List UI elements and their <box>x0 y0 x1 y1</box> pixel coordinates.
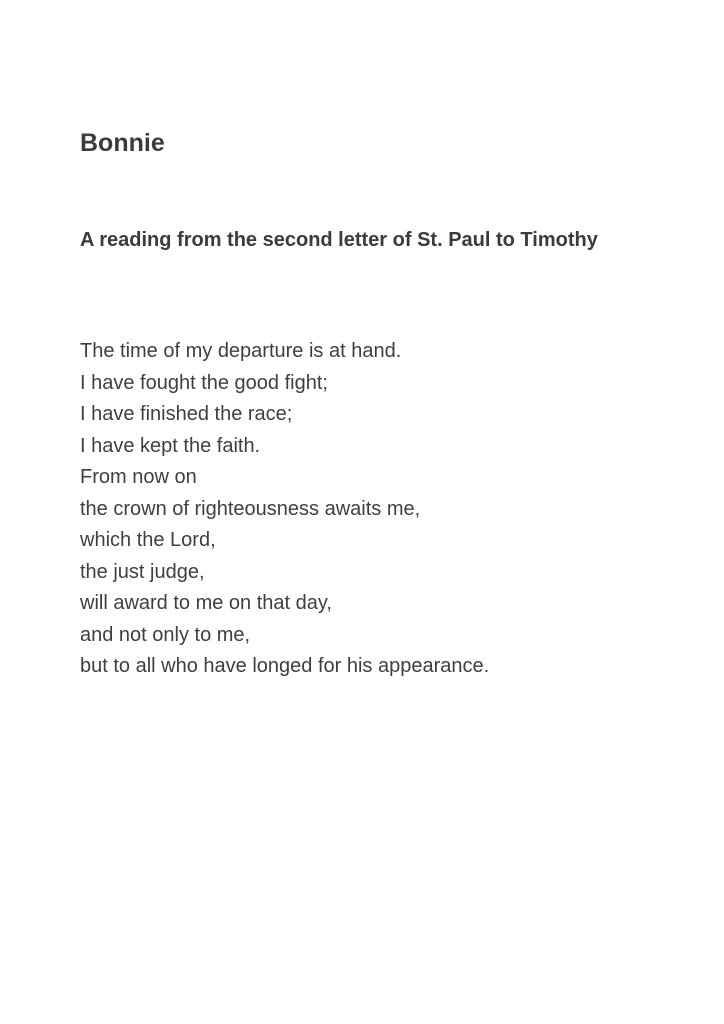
reading-line: I have fought the good fight; <box>80 371 328 394</box>
reading-line: I have kept the faith. <box>80 434 261 457</box>
reading-line: I have finished the race; <box>80 403 293 425</box>
reading-line: but to all who have longed for his appearance. <box>80 655 490 677</box>
reading-line: will award to me on that day, <box>80 592 332 614</box>
reading-heading: A reading from the second letter of St. Paul to Timothy <box>80 229 598 251</box>
page-title: Bonnie <box>80 129 165 157</box>
reading-line: the just judge, <box>80 560 205 583</box>
reading-text <box>80 336 680 683</box>
reading-line: which the Lord, <box>80 529 216 551</box>
reading-line: and not only to me, <box>80 623 251 646</box>
reading-line: The time of my departure is at hand. <box>80 340 402 362</box>
reading-line: From now on <box>80 466 197 488</box>
reading-line: the crown of righteousness awaits me, <box>80 497 421 520</box>
